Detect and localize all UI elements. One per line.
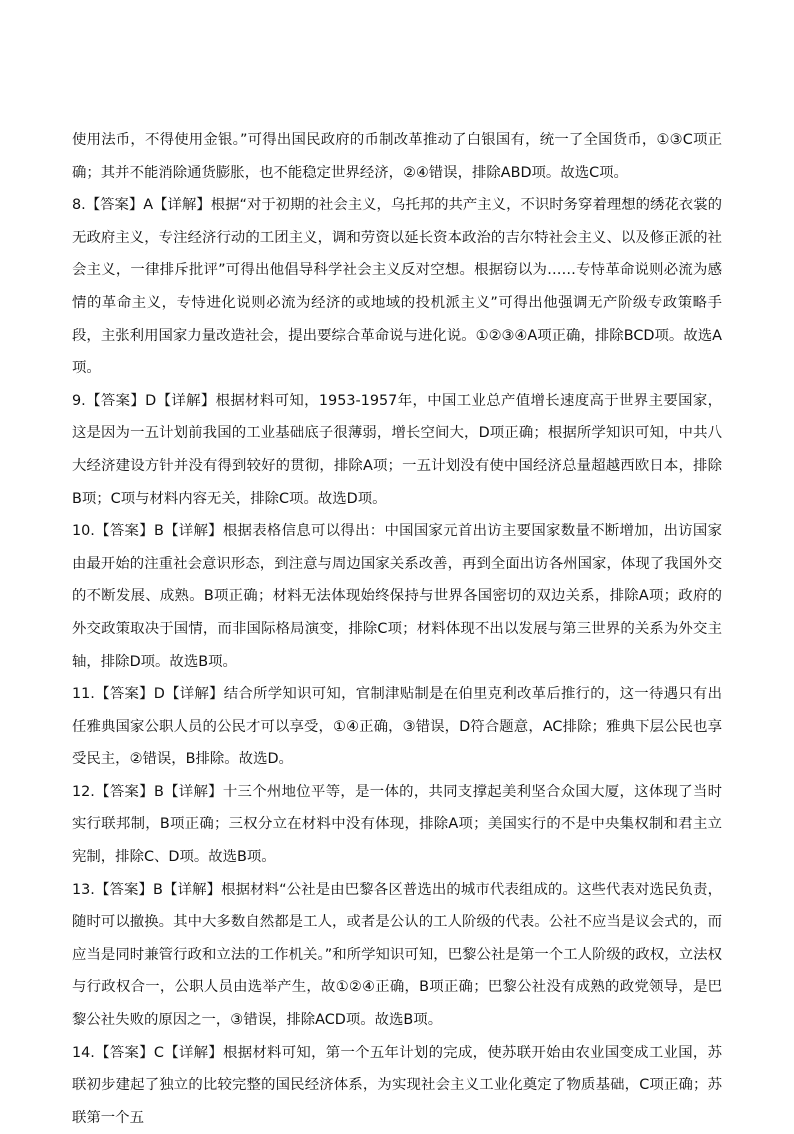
paragraph-answer-11: 11.【答案】D【详解】结合所学知识可知，官制津贴制是在伯里克利改革后推行的，这一待遇只有出任雅典国家公职人员的公民才可以享受，①④正确，③错误，D符合题意，AC排除；雅典下层公民也享受民主，②错误，B排除。故选D。 (72, 686, 722, 768)
paragraph-answer-8: 8.【答案】A【详解】根据“对于初期的社会主义，乌托邦的共产主义，不识时务穿着理想的绣花衣裳的无政府主义，专注经济行动的工团主义，调和劳资以延长资本政治的吉尔特社会主义、以及修正派的社会主义，一律排斥批评”可得出他倡导科学社会主义反对空想。根据窃以为……专恃革命说则必流为感情的革命主义，专恃进化说则必流为经济的或地域的投机派主义”可得出他强调无产阶级专政策略手段，主张利用国家力量改造社会，提出要综合革命说与进化说。①②③④A项正确，排除BCD项。故选A项。 (72, 197, 722, 377)
paragraph-answer-12: 12.【答案】B【详解】十三个州地位平等，是一体的，共同支撑起美利坚合众国大厦，这体现了当时实行联邦制，B项正确；三权分立在材料中没有体现，排除A项；美国实行的不是中央集权制和君主立宪制，排除C、D项。故选B项。 (72, 783, 722, 866)
paragraph-7-continued: 使用法币，不得使用金银。”可得出国民政府的币制改革推动了白银国有，统一了全国货币，①③C项正确；其并不能消除通货膨胀，也不能稳定世界经济，②④错误，排除ABD项。故选C项。 (72, 132, 722, 181)
paragraph-answer-9: 9.【答案】D【详解】根据材料可知，1953-1957年，中国工业总产值增长速度高于世界主要国家，这是因为一五计划前我国的工业基础底子很薄弱，增长空间大，D项正确；根据所学知识可知，中共八大经济建设方针并没有得到较好的贯彻，排除A项；一五计划没有使中国经济总量超越西欧日本，排除B项；C项与材料内容无关，排除C项。故选D项。 (72, 392, 722, 507)
paragraph-answer-10: 10.【答案】B【详解】根据表格信息可以得出：中国国家元首出访主要国家数量不断增加，出访国家由最开始的注重社会意识形态，到注意与周边国家关系改善，再到全面出访各州国家，体现了我国外交的不断发展、成熟。B项正确；材料无法体现始终保持与世界各国密切的双边关系，排除A项；政府的外交政策取决于国情，而非国际格局演变，排除C项；材料体现不出以发展与第三世界的关系为外交主轴，排除D项。故选B项。 (72, 523, 722, 670)
paragraph-answer-13: 13.【答案】B【详解】根据材料“公社是由巴黎各区普选出的城市代表组成的。这些代表对选民负责，随时可以撤换。其中大多数自然都是工人，或者是公认的工人阶级的代表。公社不应当是议会式的，而应当是同时兼管行政和立法的工作机关。”和所学知识可知，巴黎公社是第一个工人阶级的政权，立法权与行政权合一，公职人员由选举产生，故①②④正确，B项正确；巴黎公社没有成熟的政党领导，是巴黎公社失败的原因之一，③错误，排除ACD项。故选B项。 (72, 881, 722, 1029)
paragraph-answer-14: 14.【答案】C【详解】根据材料可知，第一个五年计划的完成，使苏联开始由农业国变成工业国，苏联初步建起了独立的比较完整的国民经济体系，为实现社会主义工业化奠定了物质基础，C项正确；苏联第一个五 (72, 1044, 722, 1126)
answer-explanations (72, 124, 722, 1134)
